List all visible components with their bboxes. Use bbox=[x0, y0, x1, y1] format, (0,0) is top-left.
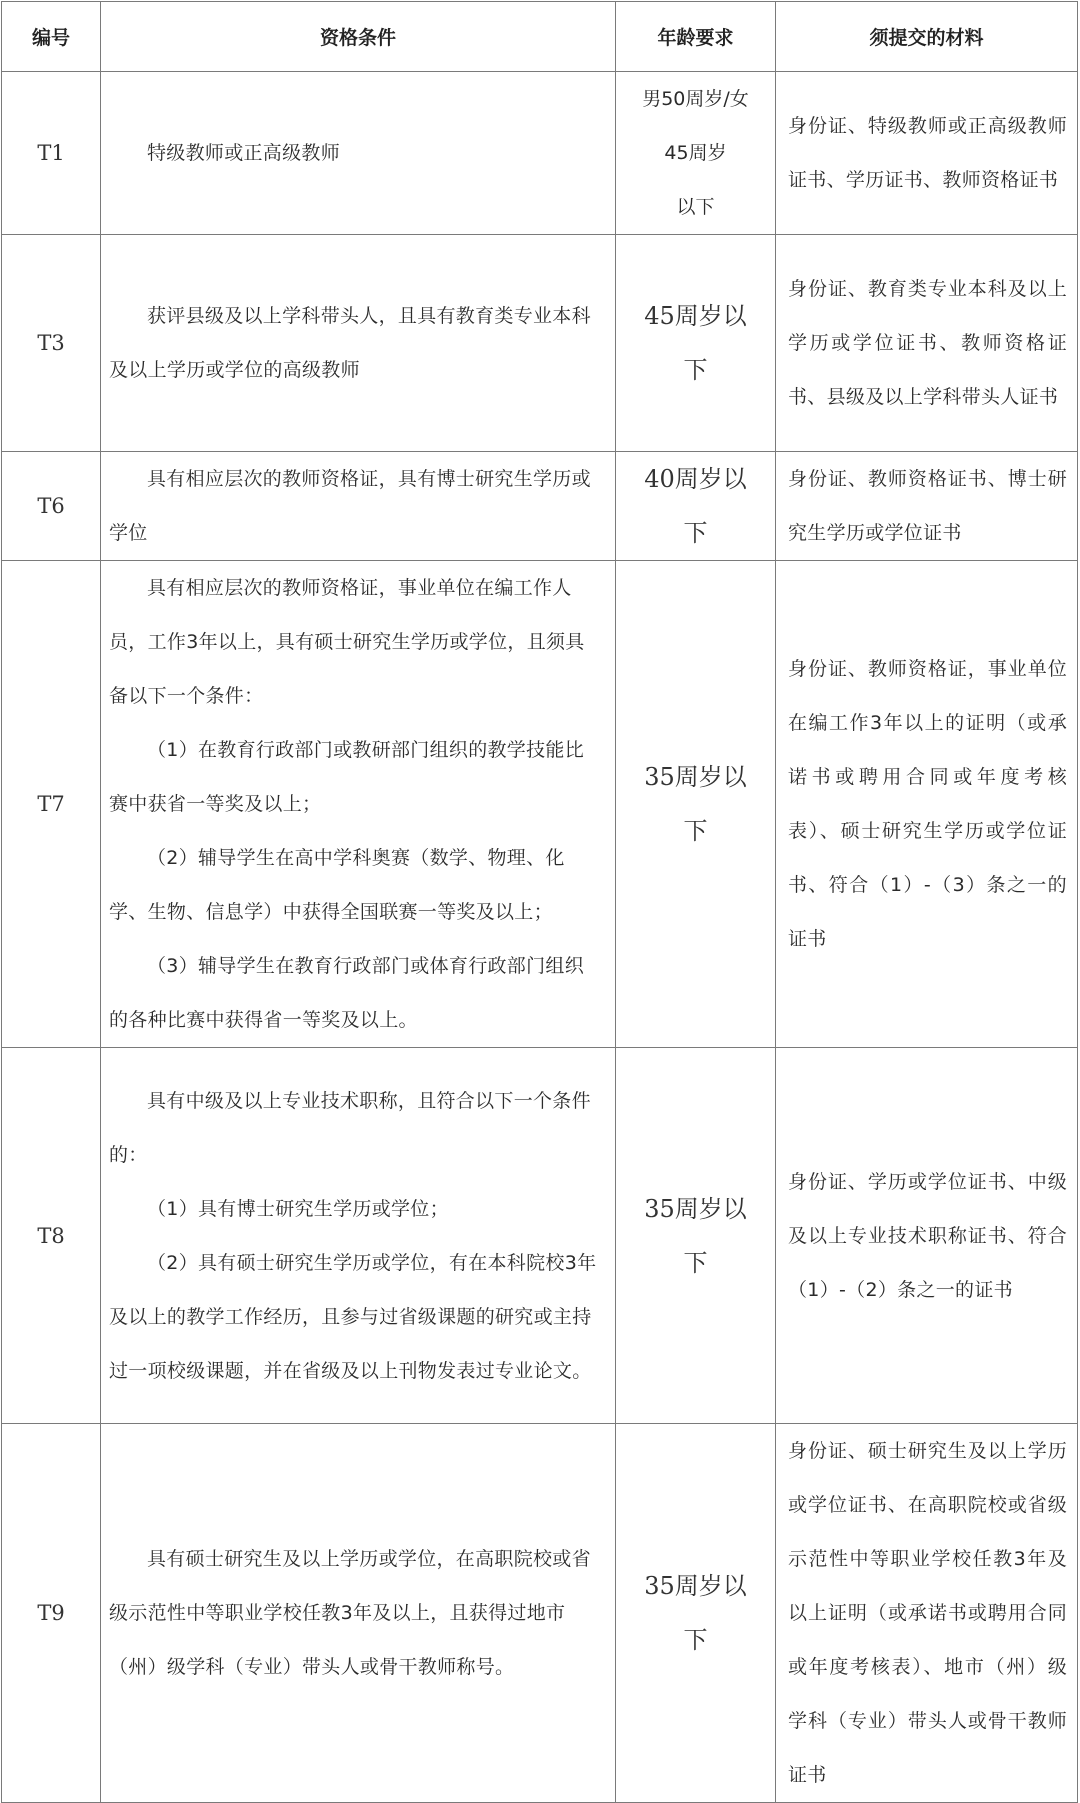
age-text: 45周岁以下 bbox=[644, 302, 747, 384]
condition-text: 具有相应层次的教师资格证，事业单位在编工作人员，工作3年以上，具有硕士研究生学历或学位，且须具备以下一个条件： bbox=[109, 577, 585, 707]
materials-text: 身份证、教师资格证，事业单位在编工作3年以上的证明（或承诺书或聘用合同或年度考核表）、硕士研究生学历或学位证书、符合（1）-（3）条之一的证书 bbox=[788, 658, 1067, 950]
row-age bbox=[616, 1048, 776, 1424]
condition-item: （3）辅导学生在教育行政部门或体育行政部门组织的各种比赛中获得省一等奖及以上。 bbox=[109, 955, 584, 1031]
row-age bbox=[616, 452, 776, 561]
header-materials: 须提交的材料 bbox=[776, 2, 1078, 72]
row-materials bbox=[776, 235, 1078, 452]
materials-text: 身份证、教师资格证书、博士研究生学历或学位证书 bbox=[788, 468, 1067, 544]
condition-text: 特级教师或正高级教师 bbox=[147, 142, 341, 164]
row-id: T6 bbox=[2, 452, 101, 561]
condition-item: （2）辅导学生在高中学科奥赛（数学、物理、化学、生物、信息学）中获得全国联赛一等奖及以上； bbox=[109, 847, 565, 923]
table-row bbox=[2, 72, 1078, 235]
age-text: 35周岁以下 bbox=[644, 1194, 747, 1277]
row-conditions bbox=[101, 561, 616, 1048]
age-text: 35周岁以下 bbox=[644, 763, 747, 845]
row-age bbox=[616, 1424, 776, 1803]
table-row bbox=[2, 1048, 1078, 1424]
row-id: T8 bbox=[2, 1048, 101, 1424]
condition-text: 获评县级及以上学科带头人，且具有教育类专业本科及以上学历或学位的高级教师 bbox=[109, 305, 591, 381]
condition-text: 具有中级及以上专业技术职称，且符合以下一个条件的： bbox=[109, 1089, 591, 1166]
table-row bbox=[2, 561, 1078, 1048]
row-age bbox=[616, 72, 776, 235]
age-text: 40周岁以下 bbox=[644, 465, 747, 547]
row-age bbox=[616, 235, 776, 452]
condition-item: （2）具有硕士研究生学历或学位，有在本科院校3年及以上的教学工作经历，且参与过省级课题的研究或主持过一项校级课题，并在省级及以上刊物发表过专业论文。 bbox=[109, 1251, 597, 1382]
row-conditions bbox=[101, 72, 616, 235]
row-id: T3 bbox=[2, 235, 101, 452]
age-line: 45周岁 bbox=[664, 142, 727, 164]
condition-text: 具有硕士研究生及以上学历或学位，在高职院校或省级示范性中等职业学校任教3年及以上，且获得过地市（州）级学科（专业）带头人或骨干教师称号。 bbox=[109, 1548, 591, 1678]
age-line: 以下 bbox=[676, 196, 715, 218]
row-id: T7 bbox=[2, 561, 101, 1048]
condition-item: （1）在教育行政部门或教研部门组织的教学技能比赛中获省一等奖及以上； bbox=[109, 739, 584, 815]
row-materials bbox=[776, 1424, 1078, 1803]
materials-text: 身份证、教育类专业本科及以上学历或学位证书、教师资格证书、县级及以上学科带头人证书 bbox=[788, 278, 1067, 408]
table-header-row bbox=[2, 2, 1078, 72]
row-conditions bbox=[101, 1424, 616, 1803]
row-materials bbox=[776, 72, 1078, 235]
age-line: 男50周岁/女 bbox=[642, 88, 749, 110]
materials-text: 身份证、特级教师或正高级教师证书、学历证书、教师资格证书 bbox=[788, 115, 1067, 191]
row-materials bbox=[776, 561, 1078, 1048]
row-conditions bbox=[101, 452, 616, 561]
materials-text: 身份证、学历或学位证书、中级及以上专业技术职称证书、符合（1）-（2）条之一的证书 bbox=[788, 1170, 1067, 1301]
table-row bbox=[2, 1424, 1078, 1803]
age-text: 35周岁以下 bbox=[644, 1572, 747, 1654]
table-row bbox=[2, 452, 1078, 561]
condition-item: （1）具有博士研究生学历或学位； bbox=[147, 1197, 449, 1220]
condition-text: 具有相应层次的教师资格证，具有博士研究生学历或学位 bbox=[109, 468, 591, 544]
header-age: 年龄要求 bbox=[616, 2, 776, 72]
row-conditions bbox=[101, 235, 616, 452]
materials-text: 身份证、硕士研究生及以上学历或学位证书、在高职院校或省级示范性中等职业学校任教3年及以上证明（或承诺书或聘用合同或年度考核表）、地市（州）级学科（专业）带头人或骨干教师证书 bbox=[788, 1440, 1067, 1786]
row-materials bbox=[776, 1048, 1078, 1424]
table-row bbox=[2, 235, 1078, 452]
row-id: T1 bbox=[2, 72, 101, 235]
row-age bbox=[616, 561, 776, 1048]
header-id: 编号 bbox=[2, 2, 101, 72]
row-conditions bbox=[101, 1048, 616, 1424]
header-conditions: 资格条件 bbox=[101, 2, 616, 72]
row-materials bbox=[776, 452, 1078, 561]
row-id: T9 bbox=[2, 1424, 101, 1803]
qualification-table bbox=[1, 1, 1078, 1803]
